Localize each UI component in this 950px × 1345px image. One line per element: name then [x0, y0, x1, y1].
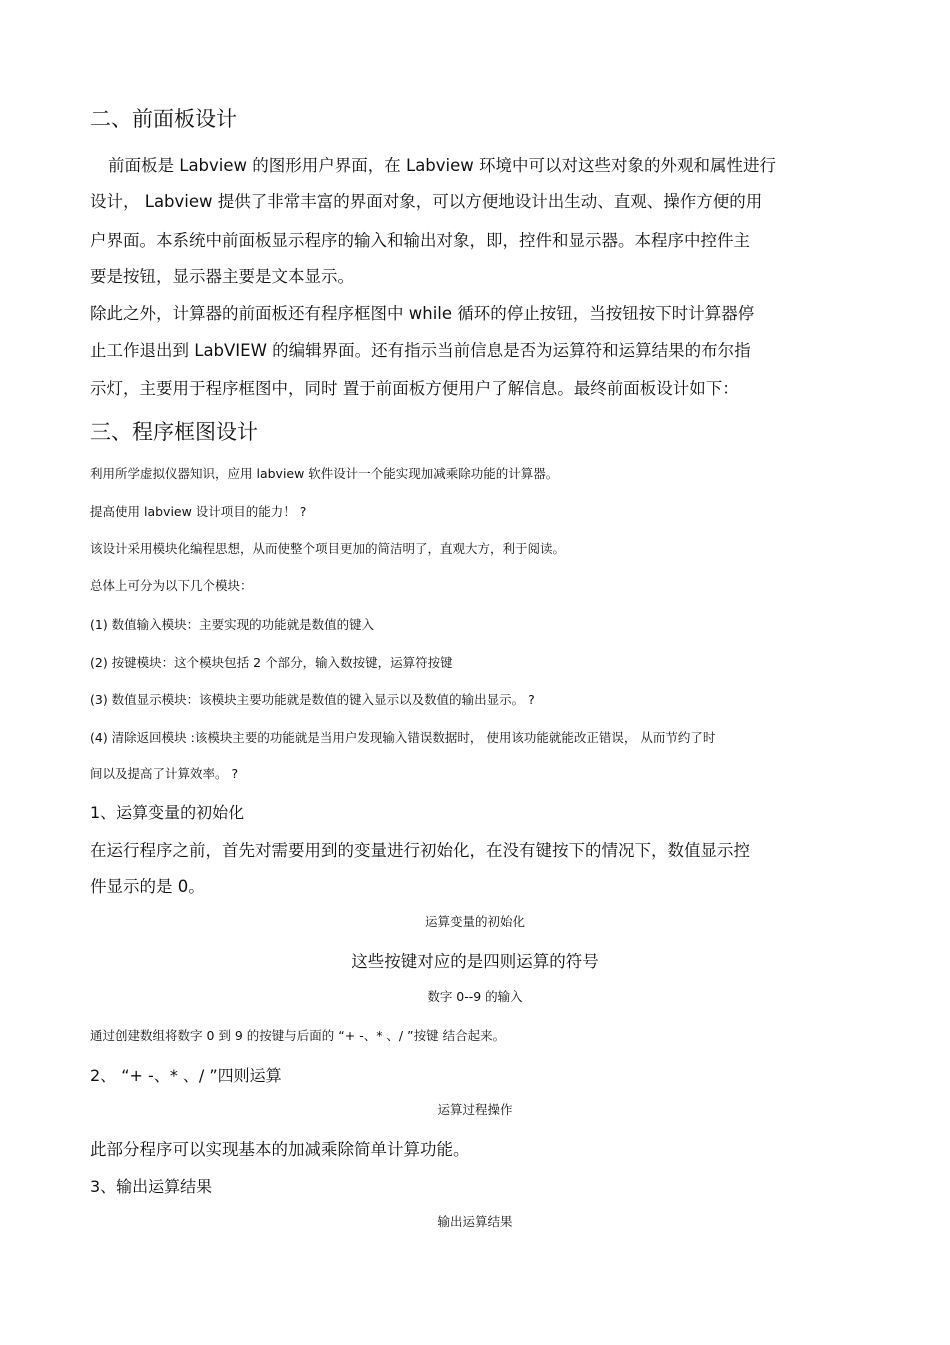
caption-initialization: 运算变量的初始化: [424, 914, 525, 929]
small-line-5: (1) 数值输入模块：主要实现的功能就是数值的键入: [90, 617, 375, 632]
section2-heading: 二、前面板设计: [90, 107, 237, 131]
sub2-heading: 2、 “+ -、* 、/ ”四则运算: [90, 1066, 282, 1085]
section3-heading: 三、程序框图设计: [90, 420, 258, 444]
small-line-1: 利用所学虚拟仪器知识，应用 labview 软件设计一个能实现加减乘除功能的计算器。: [90, 466, 559, 481]
para1-line-1: 前面板是 Labview 的图形用户界面，在 Labview 环境中可以对这些对象的外观和属性进行: [108, 156, 777, 175]
sub3-heading: 3、输出运算结果: [90, 1177, 213, 1196]
small-line-2: 提高使用 labview 设计项目的能力！ ?: [90, 504, 307, 519]
small-line-9: 间以及提高了计算效率。 ?: [90, 766, 239, 781]
para1-line-5: 除此之外，计算器的前面板还有程序框图中 while 循环的停止按钮，当按钮按下时计算器停: [90, 304, 755, 323]
sub1-body-line-1: 在运行程序之前，首先对需要用到的变量进行初始化，在没有键按下的情况下，数值显示控: [90, 841, 750, 860]
para1-line-7: 示灯，主要用于程序框图中，同时 置于前面板方便用户了解信息。最终前面板设计如下：: [90, 379, 739, 398]
small-line-6: (2) 按键模块：这个模块包括 2 个部分，输入数按键，运算符按键: [90, 655, 453, 670]
small-line-4: 总体上可分为以下几个模块：: [90, 578, 253, 593]
para1-line-2: 设计， Labview 提供了非常丰富的界面对象，可以方便地设计出生动、直观、操作方便的用: [90, 192, 763, 211]
sub2-body: 此部分程序可以实现基本的加减乘除简单计算功能。: [90, 1140, 470, 1159]
caption-operator-keys: 这些按键对应的是四则运算的符号: [351, 952, 599, 971]
combine-note: 通过创建数组将数字 0 到 9 的按键与后面的 “+ -、* 、/ ”按键 结合起来。: [90, 1028, 506, 1043]
para1-line-4: 要是按钮，显示器主要是文本显示。: [90, 267, 354, 286]
sub1-heading: 1、运算变量的初始化: [90, 803, 245, 822]
caption-output-result: 输出运算结果: [437, 1214, 513, 1229]
para1-line-6: 止工作退出到 LabVIEW 的编辑界面。还有指示当前信息是否为运算符和运算结果的布尔指: [90, 341, 751, 360]
small-line-8: (4) 清除返回模块 :该模块主要的功能就是当用户发现输入错误数据时， 使用该功能就能改正错误， 从而节约了时: [90, 730, 716, 745]
caption-digit-input: 数字 0--9 的输入: [427, 989, 523, 1004]
small-line-3: 该设计采用模块化编程思想，从而使整个项目更加的简洁明了，直观大方，利于阅读。: [90, 541, 566, 556]
caption-operation-process: 运算过程操作: [437, 1102, 513, 1117]
sub1-body-line-2: 件显示的是 0。: [90, 877, 205, 896]
small-line-7: (3) 数值显示模块：该模块主要功能就是数值的键入显示以及数值的输出显示。 ?: [90, 692, 535, 707]
para1-line-3: 户界面。本系统中前面板显示程序的输入和输出对象，即，控件和显示器。本程序中控件主: [90, 231, 750, 250]
